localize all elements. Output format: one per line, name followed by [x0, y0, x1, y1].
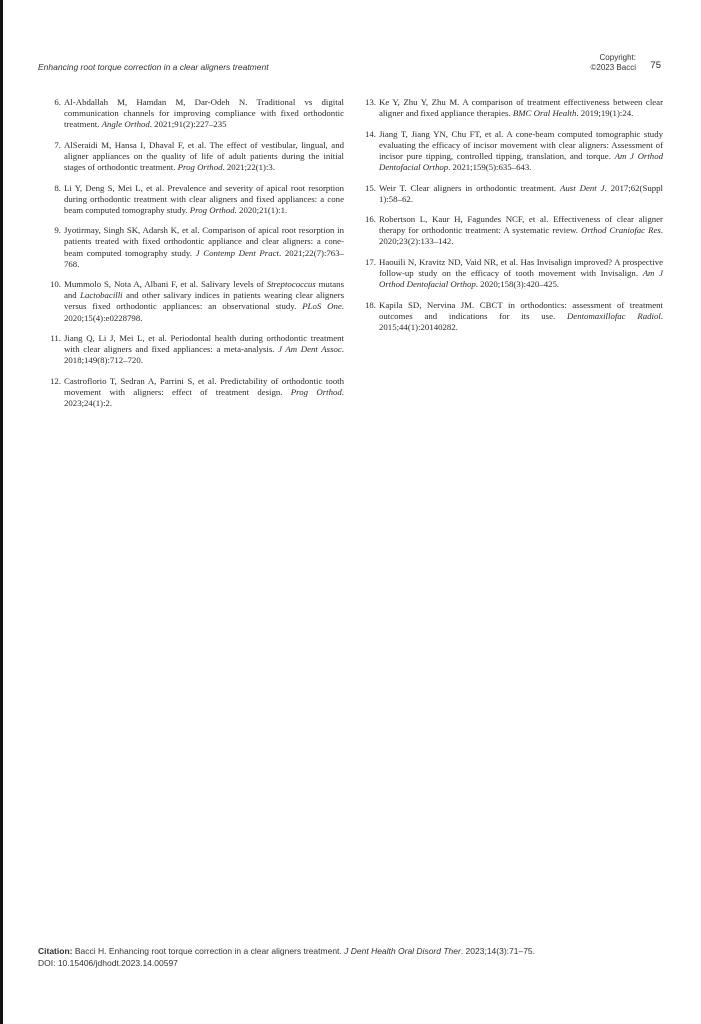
reference-details: . 2015;44(1):20140282. [379, 310, 663, 332]
reference-item [48, 183, 344, 216]
reference-text: mutans and [64, 279, 344, 301]
reference-number: 12. [50, 375, 61, 386]
reference-item [48, 97, 344, 130]
reference-details: . 2023;24(1):2. [64, 386, 344, 409]
page-left-border [0, 0, 3, 1024]
reference-number: 13. [365, 97, 376, 107]
reference-journal: Prog Orthod [189, 204, 235, 215]
reference-number: 9. [54, 225, 61, 236]
references-left-column [48, 97, 344, 419]
doi-link[interactable]: DOI: 10.15406/jdhodt.2023.14.00597 [38, 958, 178, 968]
reference-number: 18. [365, 299, 376, 310]
reference-journal: Angle Orthod [101, 119, 150, 130]
reference-details: . 2020;21(1):1. [234, 204, 288, 215]
citation-details: . 2023;14(3):71‒75. [460, 946, 536, 956]
page-number: 75 [650, 60, 661, 71]
reference-details: . 2021;91(2):227–235 [149, 119, 227, 130]
reference-number: 7. [54, 139, 61, 150]
reference-journal: BMC Oral Health [512, 108, 577, 119]
reference-details: . 2019;19(1):24. [576, 108, 634, 119]
reference-number: 11. [50, 333, 61, 344]
reference-number: 10. [50, 279, 61, 290]
reference-text: Al-Abdallah M, Hamdan M, Dar-Odeh N. Traditional vs digital communication channels for improving compliance with fixed orthodontic treatment. [64, 97, 344, 130]
reference-text: Jiang Q, Li J, Mei L, et al. Periodontal health during orthodontic treatment with clear aligners and fixed appliances: a meta-analysis. [64, 333, 344, 355]
reference-text: Weir T. Clear aligners in orthodontic treatment. [379, 182, 560, 193]
reference-number: 17. [365, 257, 376, 268]
citation-journal: J Dent Health Oral Disord Ther [344, 946, 461, 956]
reference-details: . 2021;22(1):3. [222, 161, 276, 172]
reference-item [48, 376, 344, 409]
reference-text: and other salivary indices in patients wearing clear aligners versus fixed orthodontic appliances: an observational study. [64, 290, 344, 312]
reference-item [48, 333, 344, 366]
reference-details: . 2020;158(3):420–425. [475, 279, 560, 290]
reference-item [363, 214, 663, 247]
reference-item [363, 97, 663, 119]
citation-line [38, 945, 658, 957]
reference-text: AlSeraidi M, Hansa I, Dhaval F, et al. The effect of vestibular, lingual, and aligner appliances on the quality of life of adult patients during the initial stages of orthodontic treatment. [64, 139, 344, 172]
reference-text: Kapila SD, Nervina JM. CBCT in orthodontics: assessment of treatment outcomes and indications for its use. [379, 299, 663, 321]
reference-journal: Aust Dent J [560, 182, 605, 193]
reference-text: Robertson L, Kaur H, Fagundes NCF, et al. Effectiveness of clear aligner therapy for orthodontic treatment: A systematic review. [379, 214, 663, 236]
reference-journal: Am J Orthod Dentofacial Orthop [379, 268, 663, 290]
reference-text: Ke Y, Zhu Y, Zhu M. A comparison of treatment effectiveness between clear aligner and fixed appliance therapies. [379, 97, 663, 119]
reference-item [48, 225, 344, 269]
reference-number: 6. [54, 97, 61, 107]
reference-details: . 2020;15(4):e0228798. [64, 301, 344, 323]
reference-text: Castroflorio T, Sedran A, Parrini S, et al. Predictability of orthodontic tooth movement with aligners: effect of treatment design. [64, 375, 344, 397]
reference-item [363, 257, 663, 290]
running-title: Enhancing root torque correction in a clear aligners treatment [38, 62, 269, 72]
reference-item [363, 300, 663, 333]
reference-item [363, 129, 663, 173]
reference-item [48, 140, 344, 173]
reference-journal: Dentomaxillofac Radiol [566, 310, 661, 321]
reference-journal: PLoS One [302, 301, 342, 312]
reference-details: . 2021;159(5):635–643. [448, 161, 532, 172]
reference-journal: Prog Orthod [177, 161, 223, 172]
reference-text: Jiang T, Jiang YN, Chu FT, et al. A cone-beam computed tomographic study evaluating the efficacy of incisor movement with clear aligners: Assessment of incisor pure tipping, controlled tipping, translation, and torque. [379, 128, 663, 161]
reference-number: 14. [365, 128, 376, 139]
reference-item [48, 279, 344, 323]
reference-organism: Lactobacilli [80, 290, 123, 301]
reference-details: . 2020;23(2):133–142. [379, 225, 663, 247]
references-right-column [363, 97, 663, 343]
reference-journal: J Am Dent Assoc [278, 344, 342, 355]
reference-number: 16. [365, 214, 376, 225]
citation-text: Bacci H. Enhancing root torque correction in a clear aligners treatment. [72, 946, 345, 956]
copyright-label: Copyright: [599, 53, 636, 62]
reference-journal: Prog Orthod [290, 386, 342, 397]
reference-text: Haouili N, Kravitz ND, Vaid NR, et al. Has Invisalign improved? A prospective follow-up study on the efficacy of tooth movement with Invisalign. [379, 257, 663, 279]
citation-label: Citation: [38, 946, 73, 956]
reference-text: Li Y, Deng S, Mei L, et al. Prevalence and severity of apical root resorption during orthodontic treatment with clear aligners and fixed appliances: a cone beam computed tomography study. [64, 182, 344, 215]
reference-item [363, 183, 663, 205]
reference-details: . 2018;149(8):712–720. [64, 344, 344, 366]
reference-journal: J Contemp Dent Pract [195, 247, 279, 258]
reference-details: . 2021;22(7):763–768. [64, 247, 344, 269]
reference-number: 8. [54, 182, 61, 193]
reference-journal: Orthod Craniofac Res [580, 225, 661, 236]
copyright-holder: ©2023 Bacci [590, 63, 636, 72]
reference-journal: Am J Orthod Dentofacial Orthop [379, 150, 663, 172]
reference-details: . 2017;62(Suppl 1):58–62. [379, 182, 663, 204]
reference-text: Jyotirmay, Singh SK, Adarsh K, et al. Comparison of apical root resorption in patients treated with fixed orthodontic appliance and clear aligners: a cone-beam computed tomography study. [64, 225, 344, 258]
reference-text: Mummolo S, Nota A, Albani F, et al. Salivary levels of [64, 279, 267, 290]
reference-number: 15. [365, 182, 376, 193]
copyright-notice [591, 53, 636, 73]
reference-organism: Streptococcus [266, 279, 316, 290]
citation-footer [38, 945, 658, 969]
